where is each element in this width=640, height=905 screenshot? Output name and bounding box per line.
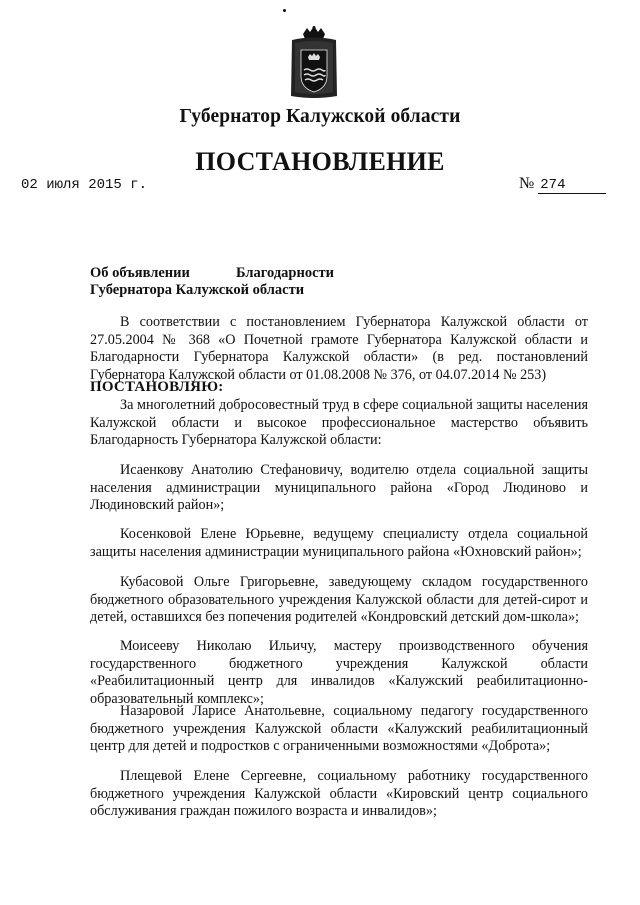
document-subject (90, 265, 410, 299)
decree-paragraph: За многолетний добросовестный труд в сфере социальной защиты населения Калужской области и высокое профессиональное мастерство объявить Благодарность Губернатора Калужской области: (90, 397, 588, 448)
subject-line1-part2: Благодарности (235, 265, 334, 281)
awardee-item: Кубасовой Ольге Григорьевне, заведующему складом государственного бюджетного образовательного учреждения Калужской области для детей-сирот и детей, оставшихся без попечения родителей «Кондровский детский дом-школа»; (90, 574, 588, 625)
issuer-title: Губернатор Калужской области (179, 106, 461, 127)
number-value: 274 (538, 177, 606, 194)
document-type-title: ПОСТАНОВЛЕНИЕ (195, 147, 445, 176)
awardee-item: Косенковой Елене Юрьевне, ведущему специалисту отдела социальной защиты населения администрации муниципального района «Юхновский район»; (90, 526, 588, 560)
preamble-paragraph: В соответствии с постановлением Губернатора Калужской области от 27.05.2004 № 368 «О Почетной грамоте Губернатора Калужской области и Благодарности Губернатора Калужской области» (в ред. постановлений Губернатора Калужской области от 01.08.2008 № 376, от 04.07.2014 № 253) (90, 314, 588, 383)
awardee-item: Исаенкову Анатолию Стефановичу, водителю отдела социальной защиты населения администрации муниципального района «Город Людиново и Людиновский район»; (90, 462, 588, 513)
document-date: 02 июля 2015 г. (21, 177, 148, 193)
document-number (519, 175, 606, 194)
number-label: № (519, 175, 535, 192)
coat-of-arms-emblem (289, 26, 339, 100)
decree-word: ПОСТАНОВЛЯЮ: (90, 379, 224, 395)
subject-line1-part1: Об объявлении (90, 265, 190, 281)
scan-speck (283, 9, 286, 12)
awardee-item: Моисееву Николаю Ильичу, мастеру производственного обучения государственного бюджетного учреждения Калужской области «Реабилитационный центр для инвалидов «Калужский реабилитационно-образовательный комплекс»; (90, 638, 588, 707)
awardee-item: Назаровой Ларисе Анатольевне, социальному педагогу государственного бюджетного учреждения Калужской области «Калужский реабилитационный центр для детей и подростков с ограниченными возможностями «Доброта»; (90, 703, 588, 754)
awardee-item: Плещевой Елене Сергеевне, социальному работнику государственного бюджетного учреждения Калужской области «Кировский центр социального обслуживания граждан пожилого возраста и инвалидов»; (90, 768, 588, 819)
subject-line2: Губернатора Калужской области (90, 282, 305, 298)
